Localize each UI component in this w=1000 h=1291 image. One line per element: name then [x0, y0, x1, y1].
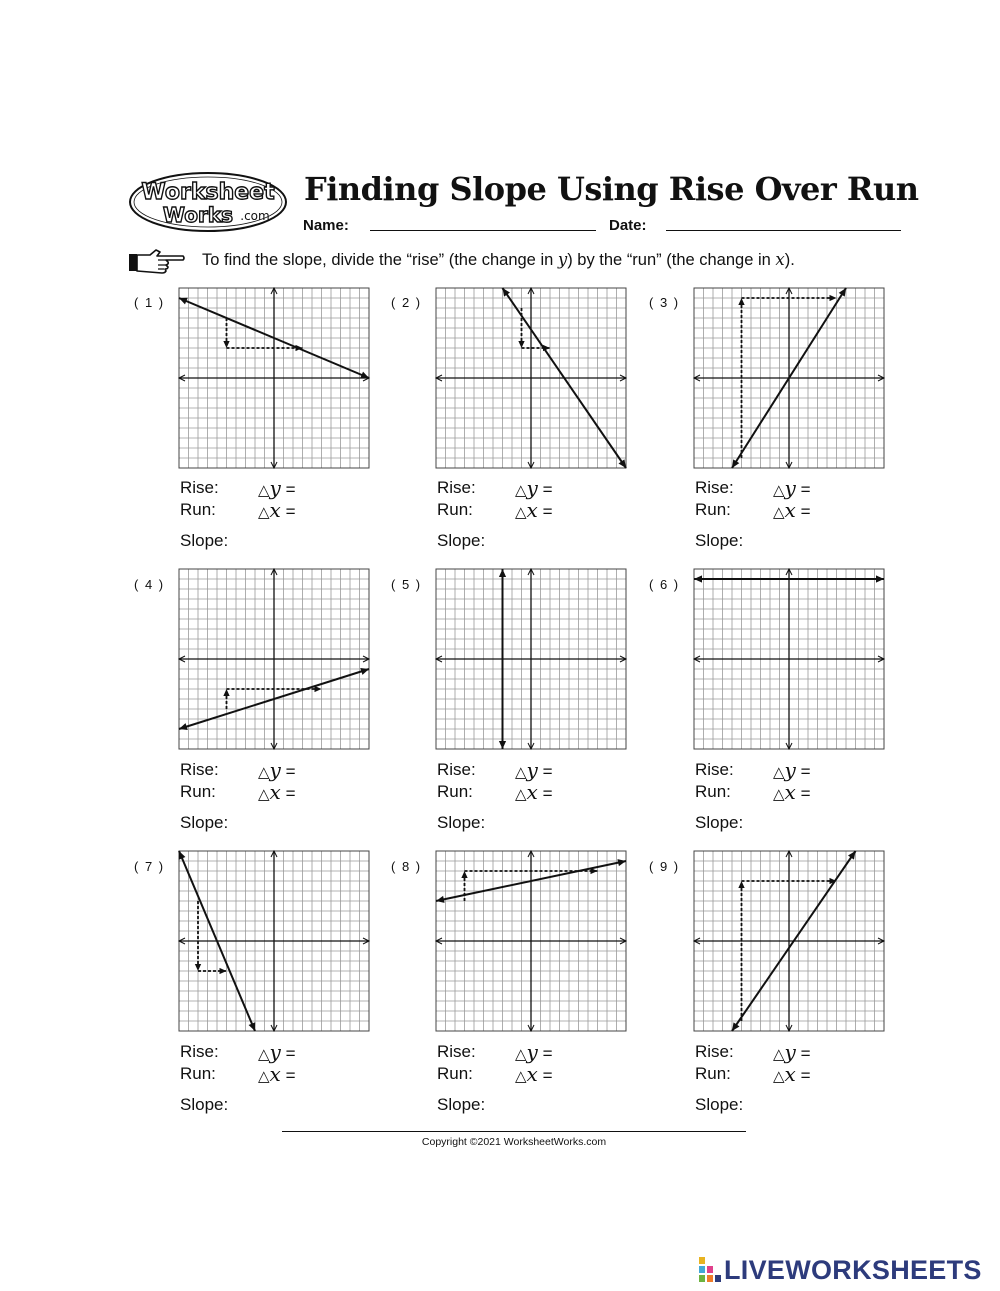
rise-arrowhead [195, 964, 201, 971]
problem-number: ( 9 ) [649, 859, 680, 874]
problem-1-graph [179, 288, 369, 468]
problem-8-graph [436, 851, 626, 1031]
problem-6-graph [694, 569, 884, 749]
delta-y-expression: △y = [773, 758, 811, 782]
slope-label: Slope: [437, 531, 486, 550]
run-label: Run: [695, 1064, 731, 1083]
svg-text:Works: Works [162, 203, 234, 227]
problem-number: ( 2 ) [391, 295, 422, 310]
rise-label: Rise: [180, 1042, 219, 1061]
rise-label: Rise: [437, 478, 476, 497]
slope-label: Slope: [437, 813, 486, 832]
problem-number: ( 3 ) [649, 295, 680, 310]
delta-x-expression: △x = [515, 498, 553, 522]
rise-label: Rise: [437, 1042, 476, 1061]
problem-3-graph [694, 288, 884, 468]
delta-x-expression: △x = [258, 498, 296, 522]
slope-label: Slope: [695, 531, 744, 550]
date-label: Date: [609, 217, 647, 234]
delta-x-expression: △x = [515, 1062, 553, 1086]
delta-x-expression: △x = [773, 498, 811, 522]
graph-line-arrowhead [436, 896, 445, 903]
copyright-text: Copyright ©2021 WorksheetWorks.com [421, 1136, 607, 1148]
svg-text:Worksheet: Worksheet [141, 180, 275, 205]
delta-y-expression: △y = [258, 1040, 296, 1064]
graph-line-arrowhead [503, 288, 510, 297]
rise-arrowhead [738, 298, 744, 305]
problem-5-graph [436, 569, 626, 749]
problem-4-graph [179, 569, 369, 749]
rise-label: Rise: [180, 478, 219, 497]
rise-label: Rise: [695, 478, 734, 497]
graph-line-arrowhead [360, 668, 369, 675]
delta-y-expression: △y = [515, 758, 553, 782]
rise-label: Rise: [180, 760, 219, 779]
problem-number: ( 4 ) [134, 577, 165, 592]
delta-y-expression: △y = [515, 476, 553, 500]
problem-9-graph [694, 851, 884, 1031]
delta-x-expression: △x = [773, 780, 811, 804]
pointing-hand-icon [128, 248, 186, 274]
instructions: To find the slope, divide the “rise” (the change in y) by the “run” (the change in x). [202, 250, 795, 269]
worksheetworks-logo [128, 170, 288, 234]
graph-line-arrowhead [499, 569, 506, 577]
graph-line-arrowhead [617, 859, 626, 866]
run-label: Run: [695, 500, 731, 519]
run-label: Run: [437, 500, 473, 519]
slope-label: Slope: [695, 813, 744, 832]
liveworksheets-logo-icon [698, 1256, 722, 1283]
run-label: Run: [180, 500, 216, 519]
run-label: Run: [437, 782, 473, 801]
rise-arrowhead [223, 689, 229, 696]
rise-arrowhead [738, 881, 744, 888]
problem-7-graph [179, 851, 369, 1031]
problem-number: ( 1 ) [134, 295, 165, 310]
name-field[interactable] [370, 230, 596, 231]
graph-line-arrowhead [179, 723, 188, 730]
graph-line-arrowhead [619, 459, 626, 468]
date-field[interactable] [666, 230, 901, 231]
run-label: Run: [437, 1064, 473, 1083]
slope-label: Slope: [180, 813, 229, 832]
run-arrowhead [220, 968, 227, 974]
page-title: Finding Slope Using Rise Over Run [304, 170, 919, 208]
graph-line-arrowhead [694, 575, 702, 582]
rise-arrowhead [518, 341, 524, 348]
slope-label: Slope: [180, 1095, 229, 1114]
rise-arrowhead [461, 871, 467, 878]
footer-divider [282, 1131, 746, 1132]
problem-number: ( 7 ) [134, 859, 165, 874]
delta-y-expression: △y = [515, 1040, 553, 1064]
run-arrowhead [830, 295, 837, 301]
delta-y-expression: △y = [258, 476, 296, 500]
graph-line-arrowhead [732, 1022, 739, 1031]
delta-x-expression: △x = [258, 780, 296, 804]
delta-y-expression: △y = [773, 1040, 811, 1064]
delta-y-expression: △y = [258, 758, 296, 782]
delta-x-expression: △x = [515, 780, 553, 804]
run-label: Run: [695, 782, 731, 801]
problem-2-graph [436, 288, 626, 468]
delta-x-expression: △x = [258, 1062, 296, 1086]
slope-label: Slope: [180, 531, 229, 550]
graph-line-arrowhead [876, 575, 884, 582]
problem-number: ( 8 ) [391, 859, 422, 874]
rise-label: Rise: [695, 760, 734, 779]
problem-number: ( 5 ) [391, 577, 422, 592]
rise-label: Rise: [695, 1042, 734, 1061]
rise-arrowhead [223, 341, 229, 348]
slope-label: Slope: [695, 1095, 744, 1114]
name-label: Name: [303, 217, 349, 234]
run-label: Run: [180, 782, 216, 801]
liveworksheets-brand: LIVEWORKSHEETS [724, 1255, 982, 1285]
run-label: Run: [180, 1064, 216, 1083]
problem-number: ( 6 ) [649, 577, 680, 592]
delta-y-expression: △y = [773, 476, 811, 500]
svg-text:.com: .com [240, 209, 270, 223]
graph-line-arrowhead [499, 741, 506, 749]
slope-label: Slope: [437, 1095, 486, 1114]
rise-label: Rise: [437, 760, 476, 779]
graph-line-arrowhead [848, 851, 855, 860]
delta-x-expression: △x = [773, 1062, 811, 1086]
